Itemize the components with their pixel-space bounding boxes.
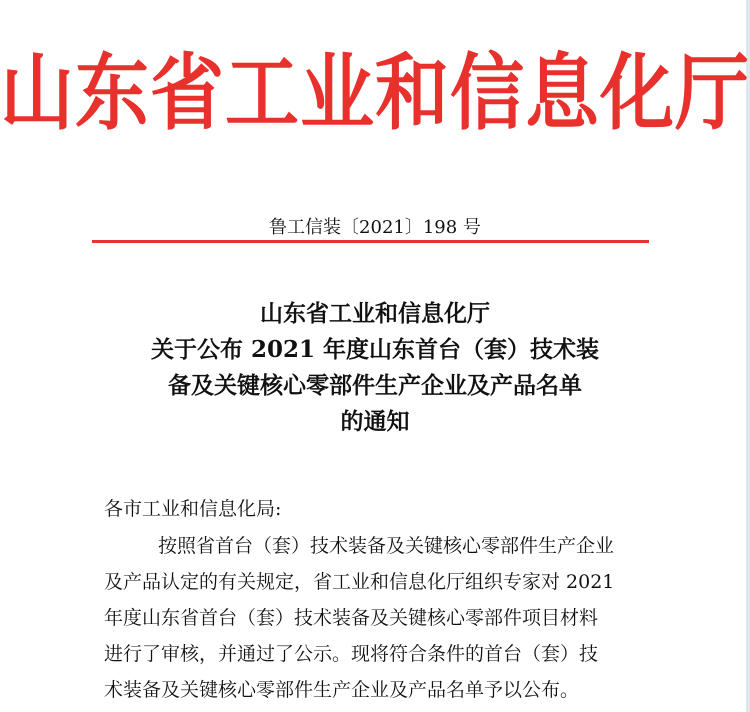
paragraph-line: 年度山东省首台（套）技术装备及关键核心零部件项目材料: [104, 607, 599, 629]
salutation: 各市工业和信息化局:: [104, 498, 282, 520]
paragraph-line: 进行了审核，并通过了公示。现将符合条件的首台（套）技: [104, 643, 599, 665]
title-line: 关于公布 2021 年度山东首台（套）技术装: [150, 336, 600, 363]
title-line: 的通知: [340, 408, 410, 435]
document-number: 鲁工信装〔2021〕198 号: [269, 217, 481, 238]
paragraph-line: 术装备及关键核心零部件生产企业及产品名单予以公布。: [104, 679, 580, 701]
title-line: 备及关键核心零部件生产企业及产品名单: [168, 372, 582, 399]
masthead-divider: [92, 240, 649, 243]
paragraph-line: 按照省首台（套）技术装备及关键核心零部件生产企业: [158, 535, 615, 557]
paragraph-line: 及产品认定的有关规定，省工业和信息化厅组织专家对 2021: [104, 571, 615, 593]
document-title: [0, 296, 750, 440]
masthead-org-name: 山东省工业和信息化厅: [0, 45, 750, 142]
title-line: 山东省工业和信息化厅: [260, 300, 490, 327]
